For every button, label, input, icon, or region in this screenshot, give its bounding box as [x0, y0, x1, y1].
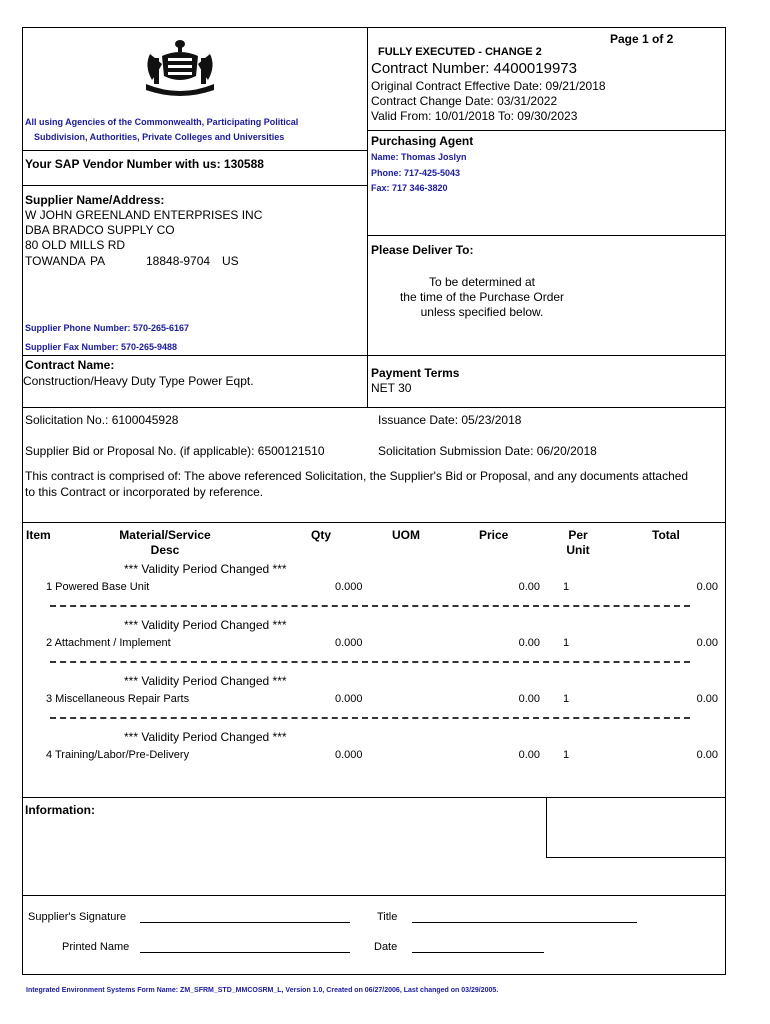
row-per: 1 [563, 749, 570, 761]
rule [367, 130, 726, 131]
row-note: *** Validity Period Changed *** [124, 618, 287, 632]
rule [546, 857, 726, 858]
supplier-bid-number: Supplier Bid or Proposal No. (if applicable): 6500121510 [25, 444, 325, 458]
row-per: 1 [563, 637, 570, 649]
rule [367, 235, 726, 236]
rule [22, 150, 367, 151]
row-total: 0.00 [696, 581, 718, 593]
rule [22, 895, 726, 896]
row-total: 0.00 [696, 693, 718, 705]
rule [22, 355, 726, 356]
supplier-signature-label: Supplier's Signature [28, 911, 127, 923]
col-uom: UOM [392, 528, 420, 542]
purchasing-agent-title: Purchasing Agent [371, 134, 474, 148]
row-note: *** Validity Period Changed *** [124, 674, 287, 688]
row-separator [50, 661, 690, 663]
original-effective-date: Original Contract Effective Date: 09/21/2018 [371, 79, 606, 93]
supplier-fax [25, 342, 177, 352]
col-total: Total [652, 528, 680, 542]
contract-status: FULLY EXECUTED - CHANGE 2 [378, 46, 542, 58]
comprised-line1: This contract is comprised of: The above referenced Solicitation, the Supplier's Bid or Proposal, and any documents attached [25, 469, 689, 483]
agent-fax [371, 183, 448, 193]
row-price: 0.00 [518, 581, 540, 593]
title-line[interactable] [412, 922, 637, 923]
title-label: Title [377, 911, 398, 923]
col-qty: Qty [311, 528, 332, 542]
row-item: 2 Attachment / Implement [46, 637, 171, 649]
rule [22, 797, 726, 798]
submission-date: Solicitation Submission Date: 06/20/2018 [378, 444, 597, 458]
valid-period: Valid From: 10/01/2018 To: 09/30/2023 [371, 109, 578, 123]
rule [22, 407, 726, 408]
col-item: Item [26, 528, 51, 542]
commonwealth-seal [140, 36, 220, 100]
row-note: *** Validity Period Changed *** [124, 730, 287, 744]
row-item: 3 Miscellaneous Repair Parts [46, 693, 190, 705]
row-qty: 0.000 [335, 749, 363, 761]
contract-name-value: Construction/Heavy Duty Type Power Eqpt. [23, 374, 254, 388]
row-separator [50, 605, 690, 607]
contract-number: Contract Number: 4400019973 [371, 60, 577, 77]
date-label: Date [374, 941, 398, 953]
solicitation-number: Solicitation No.: 6100045928 [25, 413, 179, 427]
payment-terms-value: NET 30 [371, 381, 412, 395]
agent-phone [371, 168, 460, 178]
issuance-date: Issuance Date: 05/23/2018 [378, 413, 522, 427]
row-note: *** Validity Period Changed *** [124, 562, 287, 576]
contract-name-title: Contract Name: [25, 358, 115, 372]
sap-vendor-number: Your SAP Vendor Number with us: 130588 [25, 157, 264, 171]
printed-name-line[interactable] [140, 952, 350, 953]
col-material: Material/Service [119, 528, 211, 542]
agent-phone-text: Phone: 717-425-5043 [371, 168, 461, 178]
col-unit: Unit [566, 543, 590, 557]
info-divider [546, 797, 547, 857]
row-item: 1 Powered Base Unit [46, 581, 150, 593]
row-price: 0.00 [518, 637, 540, 649]
row-separator [50, 717, 690, 719]
supplier-phone [25, 323, 189, 333]
header-divider [367, 27, 368, 407]
row-total: 0.00 [696, 637, 718, 649]
row-total: 0.00 [696, 749, 718, 761]
supplier-phone-text: Supplier Phone Number: 570-265-6167 [25, 323, 190, 333]
page-number: Page 1 of 2 [610, 32, 674, 46]
comprised-line2: to this Contract or incorporated by reference. [25, 485, 264, 499]
deliver-to-title: Please Deliver To: [371, 243, 474, 257]
supplier-line3: 80 OLD MILLS RD [25, 238, 126, 252]
supplier-signature-line[interactable] [140, 922, 350, 923]
col-desc: Desc [150, 543, 180, 557]
contract-change-date: Contract Change Date: 03/31/2022 [371, 94, 558, 108]
row-qty: 0.000 [335, 581, 363, 593]
supplier-country: US [222, 254, 239, 268]
deliver-line1: To be determined at [428, 275, 536, 289]
rule [22, 185, 367, 186]
supplier-fax-text: Supplier Fax Number: 570-265-9488 [25, 342, 178, 352]
row-item: 4 Training/Labor/Pre-Delivery [46, 749, 190, 761]
row-qty: 0.000 [335, 693, 363, 705]
payment-terms-title: Payment Terms [371, 366, 460, 380]
date-line[interactable] [412, 952, 544, 953]
row-per: 1 [563, 693, 570, 705]
form-footer: Integrated Environment Systems Form Name: ZM_SFRM_STD_MMCOSRM_L, Version 1.0, Created on 06/27/2006, Last changed on 03/29/2005. [26, 987, 499, 994]
row-per: 1 [563, 581, 570, 593]
col-price: Price [479, 528, 509, 542]
deliver-line3: unless specified below. [420, 305, 544, 319]
col-per: Per [568, 528, 588, 542]
information-title: Information: [25, 803, 95, 817]
agencies-line2: Subdivision, Authorities, Private Colleges and Universities [34, 132, 285, 142]
rule [22, 522, 726, 523]
supplier-zip: 18848-9704 [146, 254, 211, 268]
supplier-title: Supplier Name/Address: [25, 193, 165, 207]
supplier-city: TOWANDA [25, 254, 86, 268]
agencies-line1: All using Agencies of the Commonwealth, Participating Political [25, 117, 299, 127]
supplier-state: PA [90, 254, 106, 268]
agent-fax-text: Fax: 717 346-3820 [371, 183, 448, 193]
row-price: 0.00 [518, 693, 540, 705]
row-qty: 0.000 [335, 637, 363, 649]
row-price: 0.00 [518, 749, 540, 761]
supplier-line1: W JOHN GREENLAND ENTERPRISES INC [25, 208, 263, 222]
supplier-line2: DBA BRADCO SUPPLY CO [25, 223, 175, 237]
agent-name: Name: Thomas Joslyn [371, 152, 467, 162]
deliver-line2: the time of the Purchase Order [399, 290, 565, 304]
printed-name-label: Printed Name [62, 941, 130, 953]
